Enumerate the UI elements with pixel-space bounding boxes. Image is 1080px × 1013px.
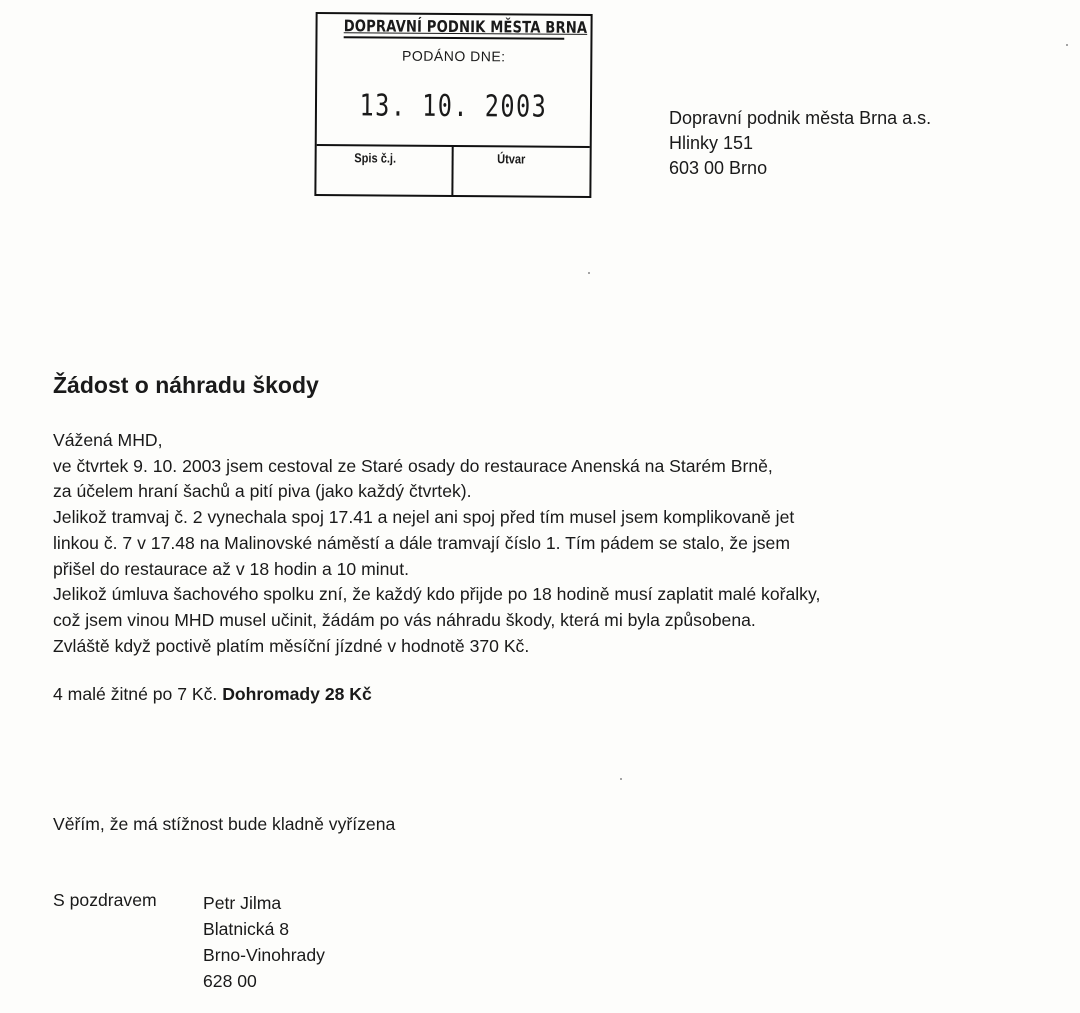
sender-line: Blatnická 8: [203, 919, 290, 939]
sender-line: 628 00: [203, 971, 257, 991]
total-amount: Dohromady 28 Kč: [222, 684, 372, 704]
stamp-column-divider: [451, 145, 453, 195]
stamp-file-ref-label: Spis č.j.: [354, 150, 397, 166]
body-line: za účelem hraní šachů a pití piva (jako každý čtvrtek).: [53, 481, 472, 502]
stamp-submitted-label: PODÁNO DNE:: [402, 47, 506, 65]
stamp-date: 13. 10. 2003: [359, 88, 548, 125]
greeting: S pozdravem: [53, 890, 157, 910]
sender-line: Brno-Vinohrady: [203, 945, 325, 965]
paper-speck: [620, 778, 622, 780]
recipient-line: Hlinky 151: [669, 133, 754, 153]
recipient-line: Dopravní podnik města Brna a.s.: [669, 108, 932, 128]
paper-speck: [588, 272, 590, 274]
body-line: ve čtvrtek 9. 10. 2003 jsem cestoval ze Staré osady do restaurace Anenská na Starém Brně,: [53, 455, 773, 476]
closing-sentence: Věřím, že má stížnost bude kladně vyřízena: [53, 814, 396, 834]
recipient-line: 603 00 Brno: [669, 158, 768, 178]
body-line: Vážená MHD,: [53, 430, 163, 450]
letter-body: [53, 428, 820, 659]
registry-stamp: [314, 12, 592, 198]
stamp-organization: DOPRAVNÍ PODNIK MĚSTA BRNA: [344, 16, 565, 40]
body-line: linkou č. 7 v 17.48 na Malinovské náměstí a dále tramvají číslo 1. Tím pádem se stalo, že jsem: [53, 532, 790, 553]
body-line: což jsem vinou MHD musel učinit, žádám po vás náhradu škody, která mi byla způsobena.: [53, 609, 756, 630]
recipient-address: [669, 106, 931, 181]
body-line: přišel do restaurace až v 18 hodin a 10 minut.: [53, 558, 409, 579]
body-line: Jelikož tramvaj č. 2 vynechala spoj 17.41 a nejel ani spoj před tím musel jsem komplikovaně jet: [53, 507, 795, 528]
sender-line: Petr Jilma: [203, 893, 282, 913]
body-line: Zvláště když poctivě platím měsíční jízdné v hodnotě 370 Kč.: [53, 635, 530, 656]
letter-title: Žádost o náhradu škody: [53, 372, 319, 398]
items-text: 4 malé žitné po 7 Kč.: [53, 684, 218, 704]
body-line: Jelikož úmluva šachového spolku zní, že každý kdo přijde po 18 hodině musí zaplatit malé kořalky,: [53, 584, 821, 605]
stamp-department-label: Útvar: [497, 151, 526, 167]
sender-address: [203, 890, 325, 994]
damage-total: [53, 684, 372, 705]
paper-speck: [1066, 44, 1068, 46]
